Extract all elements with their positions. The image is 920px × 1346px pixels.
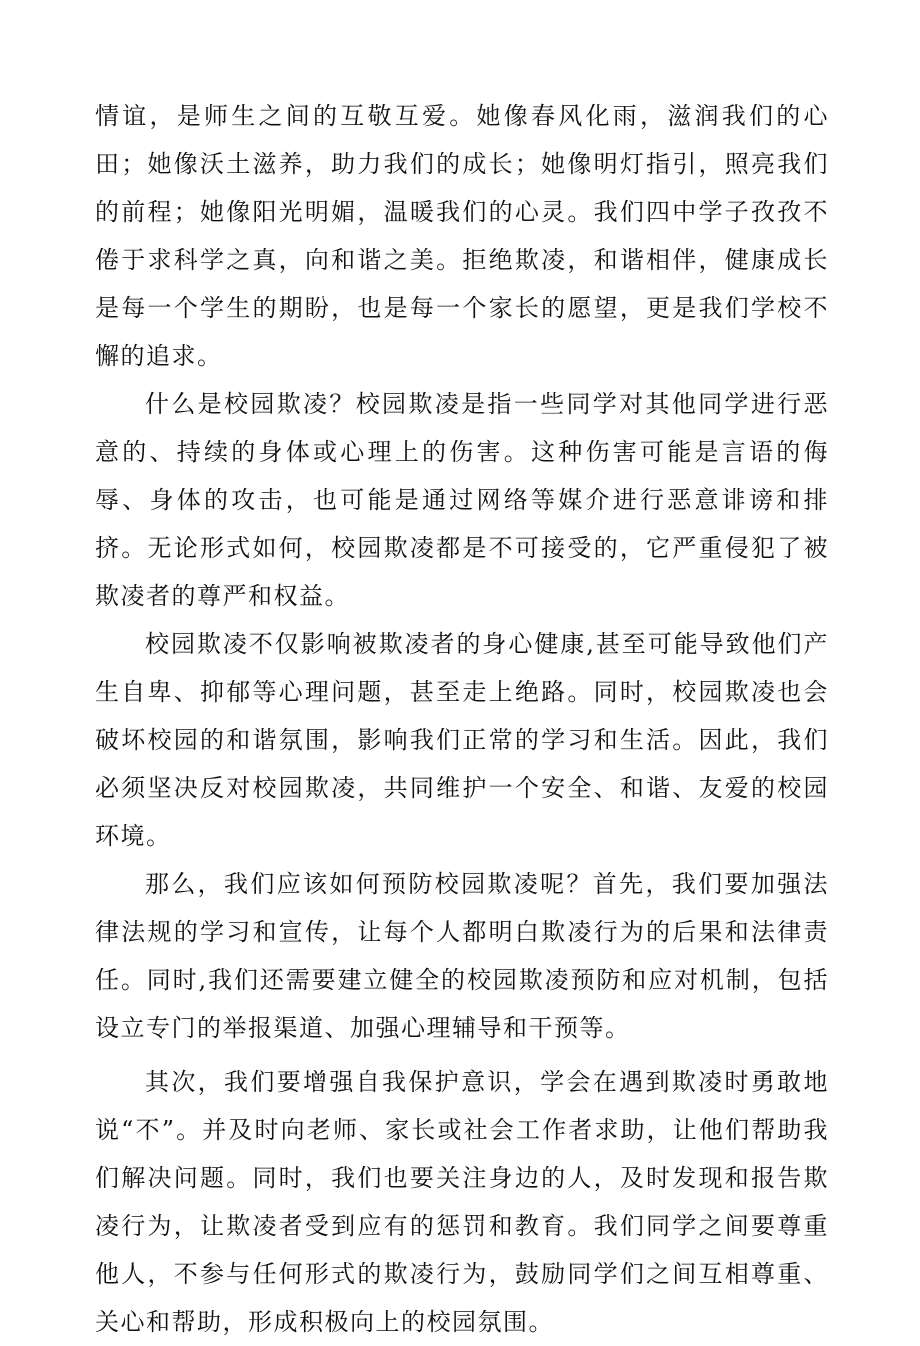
paragraph-self-protection: 其次，我们要增强自我保护意识，学会在遇到欺凌时勇敢地说“不”。并及时向老师、家长或社会工作者求助，让他们帮助我们解决问题。同时，我们也要关注身边的人，及时发现和报告欺凌行为，让欺凌者受到应有的惩罚和教育。我们同学之间要尊重他人，不参与任何形式的欺凌行为，鼓励同学们之间互相尊重、关心和帮助，形成积极向上的校园氛围。	[95, 1068, 829, 1336]
paragraph-definition: 什么是校园欺凌？校园欺凌是指一些同学对其他同学进行恶意的、持续的身体或心理上的伤害。这种伤害可能是言语的侮辱、身体的攻击，也可能是通过网络等媒介进行恶意诽谤和排挤。无论形式如何，校园欺凌都是不可接受的，它严重侵犯了被欺凌者的尊严和权益。	[95, 390, 829, 610]
paragraph-prevention: 那么，我们应该如何预防校园欺凌呢？首先，我们要加强法律法规的学习和宣传，让每个人都明白欺凌行为的后果和法律责任。同时,我们还需要建立健全的校园欺凌预防和应对机制，包括设立专门的举报渠道、加强心理辅导和干预等。	[95, 870, 829, 1042]
paragraph-impact: 校园欺凌不仅影响被欺凌者的身心健康,甚至可能导致他们产生自卑、抑郁等心理问题，甚至走上绝路。同时，校园欺凌也会破坏校园的和谐氛围，影响我们正常的学习和生活。因此，我们必须坚决反对校园欺凌，共同维护一个安全、和谐、友爱的校园环境。	[95, 630, 829, 850]
document-body	[95, 92, 829, 1346]
paragraph-continuation: 情谊，是师生之间的互敬互爱。她像春风化雨，滋润我们的心田；她像沃土滋养，助力我们的成长；她像明灯指引，照亮我们的前程；她像阳光明媚，温暖我们的心灵。我们四中学子孜孜不倦于求科学之真，向和谐之美。拒绝欺凌，和谐相伴，健康成长是每一个学生的期盼，也是每一个家长的愿望，更是我们学校不懈的追求。	[95, 102, 829, 370]
